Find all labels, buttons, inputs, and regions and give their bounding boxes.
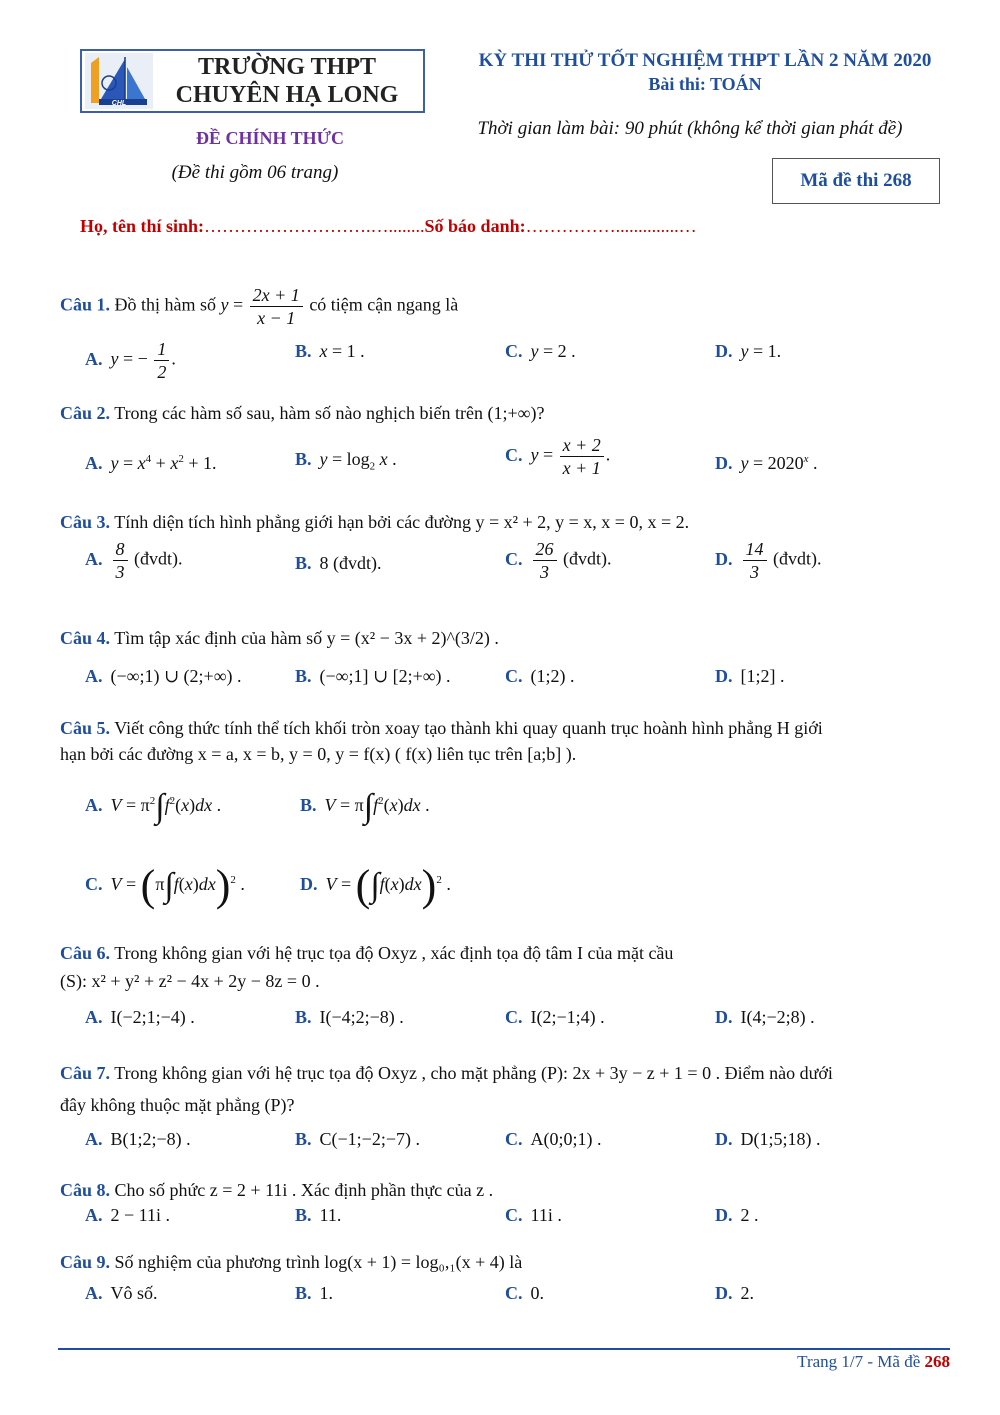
option-b[interactable]: B. 11. <box>295 1205 342 1225</box>
option-d[interactable]: D. 2. <box>715 1283 754 1303</box>
question-5-line2 <box>60 741 950 767</box>
question-8: Câu 8. Cho số phức z = 2 + 11i . Xác định phần thực của z . <box>60 1180 494 1200</box>
option-c[interactable]: C. 11i . <box>505 1205 562 1225</box>
school-name-line2: CHUYÊN HẠ LONG <box>175 82 399 108</box>
option-c[interactable]: C. y = 2 . <box>505 341 576 361</box>
exam-duration: Thời gian làm bài: 90 phút (không kể thời gian phát đề) <box>477 118 903 139</box>
option-d[interactable]: D. I(4;−2;8) . <box>715 1007 815 1027</box>
option-a[interactable]: A. 2 − 11i . <box>85 1205 170 1225</box>
option-c[interactable]: C. 0. <box>505 1283 544 1303</box>
candidate-name-dots: ……………………….…........ <box>204 216 425 236</box>
option-b[interactable]: B. 1. <box>295 1283 334 1303</box>
option-b[interactable]: B. $V = \pi\int f^2(x)dx$ . <box>300 787 430 825</box>
option-a[interactable]: A. B(1;2;−8) . <box>85 1129 191 1149</box>
question-text: Trong không gian với hệ trục tọa độ Oxyz , cho mặt phẳng (P): 2x + 3y − z + 1 = 0 . Điểm nào dưới <box>114 1063 833 1083</box>
option-b[interactable]: B. $y = \log_2 x$ . <box>295 449 397 473</box>
question-3: Câu 3. Tính diện tích hình phẳng giới hạn bởi các đường y = x² + 2, y = x, x = 0, x = 2. <box>60 512 690 532</box>
question-text: Viết công thức tính thể tích khối tròn xoay tạo thành khi quay quanh trục hoành hình phẳng H giới <box>114 718 823 738</box>
option-a[interactable]: A. y = − $\frac{1}{2}$ . <box>85 339 176 382</box>
option-b[interactable]: B. (−∞;1] ∪ [2;+∞) . <box>295 666 451 686</box>
option-d[interactable]: D. $V = (\int f(x)dx)^2$ . <box>300 861 451 910</box>
question-text: hạn bởi các đường x = a, x = b, y = 0, y = f(x) ( f(x) liên tục trên [a;b] ). <box>60 744 577 764</box>
question-7-line2 <box>60 1092 950 1118</box>
question-text: Số nghiệm của phương trình log(x + 1) = log₀,₁(x + 4) là <box>114 1252 523 1272</box>
svg-text:CHL: CHL <box>111 100 127 107</box>
question-5: Câu 5. Viết công thức tính thể tích khối tròn xoay tạo thành khi quay quanh trục hoành hình phẳng H giới <box>60 718 823 738</box>
question-text: Đồ thị hàm số <box>114 294 217 315</box>
school-name-line1: TRƯỜNG THPT <box>197 54 377 80</box>
option-b[interactable]: B. x = 1 . <box>295 341 365 361</box>
option-b[interactable]: B. I(−4;2;−8) . <box>295 1007 404 1027</box>
question-9: Câu 9. Số nghiệm của phương trình log(x + 1) = log₀,₁(x + 4) là <box>60 1252 523 1272</box>
option-b[interactable]: B. C(−1;−2;−7) . <box>295 1129 420 1149</box>
option-d[interactable]: D. y = 1. <box>715 341 782 361</box>
option-d[interactable]: D. $\frac{14}{3}$ (đvdt). <box>715 539 822 582</box>
question-number: Câu 1. <box>60 294 111 315</box>
official-label: ĐỀ CHÍNH THỨC <box>195 128 345 148</box>
question-text: Cho số phức z = 2 + 11i . Xác định phần thực của z . <box>114 1180 494 1200</box>
question-text: Tính diện tích hình phẳng giới hạn bởi các đường y = x² + 2, y = x, x = 0, x = 2. <box>114 512 690 532</box>
footer-page-text: Trang 1/7 - Mã đề <box>797 1352 921 1371</box>
footer-divider <box>58 1348 950 1350</box>
question-text: có tiệm cận ngang là <box>309 294 459 315</box>
question-text: Trong không gian với hệ trục tọa độ Oxyz , xác định tọa độ tâm I của mặt cầu <box>114 943 674 963</box>
option-d[interactable]: D. 2 . <box>715 1205 759 1225</box>
option-a[interactable]: A. $V = \pi^2\int f^2(x)dx$ . <box>85 787 222 825</box>
exam-code-box: Mã đề thi 268 <box>772 158 940 204</box>
question-6-line2 <box>60 968 950 994</box>
option-c[interactable]: C. $V = (\pi\int f(x)dx)^2$ . <box>85 861 245 910</box>
question-text: đây không thuộc mặt phẳng (P)? <box>60 1095 295 1115</box>
page-count: (Đề thi gồm 06 trang) <box>171 162 339 183</box>
option-a[interactable]: A. Vô số. <box>85 1283 158 1303</box>
option-d[interactable]: D. D(1;5;18) . <box>715 1129 821 1149</box>
candidate-id-dots: ……………..............… <box>525 216 697 236</box>
question-7: Câu 7. Trong không gian với hệ trục tọa độ Oxyz , cho mặt phẳng (P): 2x + 3y − z + 1 = 0 . Điểm nào dưới <box>60 1063 833 1083</box>
option-a[interactable]: A. (−∞;1) ∪ (2;+∞) . <box>85 666 242 686</box>
option-c[interactable]: C. (1;2) . <box>505 666 575 686</box>
question-text: Tìm tập xác định của hàm số y = (x² − 3x + 2)^(3/2) . <box>114 628 499 648</box>
option-c[interactable]: C. $\frac{26}{3}$ (đvdt). <box>505 539 612 582</box>
option-c[interactable]: C. I(2;−1;4) . <box>505 1007 605 1027</box>
option-a[interactable]: A. $\frac{8}{3}$ (đvdt). <box>85 539 183 582</box>
option-c[interactable]: C. A(0;0;1) . <box>505 1129 602 1149</box>
option-a[interactable]: A. I(−2;1;−4) . <box>85 1007 195 1027</box>
candidate-id-label: Số báo danh: <box>424 216 526 236</box>
question-2: Câu 2. Trong các hàm số sau, hàm số nào nghịch biến trên (1;+∞)? <box>60 403 545 423</box>
option-b[interactable]: B. 8 (đvdt). <box>295 553 382 573</box>
candidate-name-label: Họ, tên thí sinh: <box>80 216 205 236</box>
question-1: Câu 1. Đồ thị hàm số y = $\frac{2x + 1}{x - 1}$ có tiệm cận ngang là <box>60 285 459 328</box>
option-d[interactable]: D. [1;2] . <box>715 666 785 686</box>
candidate-info <box>80 216 697 237</box>
question-text: Trong các hàm số sau, hàm số nào nghịch biến trên (1;+∞)? <box>114 403 545 423</box>
question-6: Câu 6. Trong không gian với hệ trục tọa độ Oxyz , xác định tọa độ tâm I của mặt cầu <box>60 943 674 963</box>
question-4: Câu 4. Tìm tập xác định của hàm số y = (x² − 3x + 2)^(3/2) . <box>60 628 499 648</box>
footer-exam-code: 268 <box>924 1352 950 1371</box>
exam-subject: Bài thi: TOÁN <box>648 74 762 94</box>
school-logo-icon <box>85 53 153 109</box>
option-c[interactable]: C. y = $\frac{x + 2}{x + 1}$ . <box>505 435 611 478</box>
fraction: $\frac{2x + 1}{x - 1}$ <box>250 284 303 329</box>
option-a[interactable]: A. $y = x^4 + x^2 + 1$. <box>85 453 217 473</box>
question-text: (S): x² + y² + z² − 4x + 2y − 8z = 0 . <box>60 971 320 991</box>
page-footer <box>600 1352 950 1372</box>
exam-title: KỲ THI THỬ TỐT NGHIỆM THPT LẦN 2 NĂM 2020 <box>478 50 932 71</box>
option-d[interactable]: D. $y = 2020^x$ . <box>715 453 818 473</box>
